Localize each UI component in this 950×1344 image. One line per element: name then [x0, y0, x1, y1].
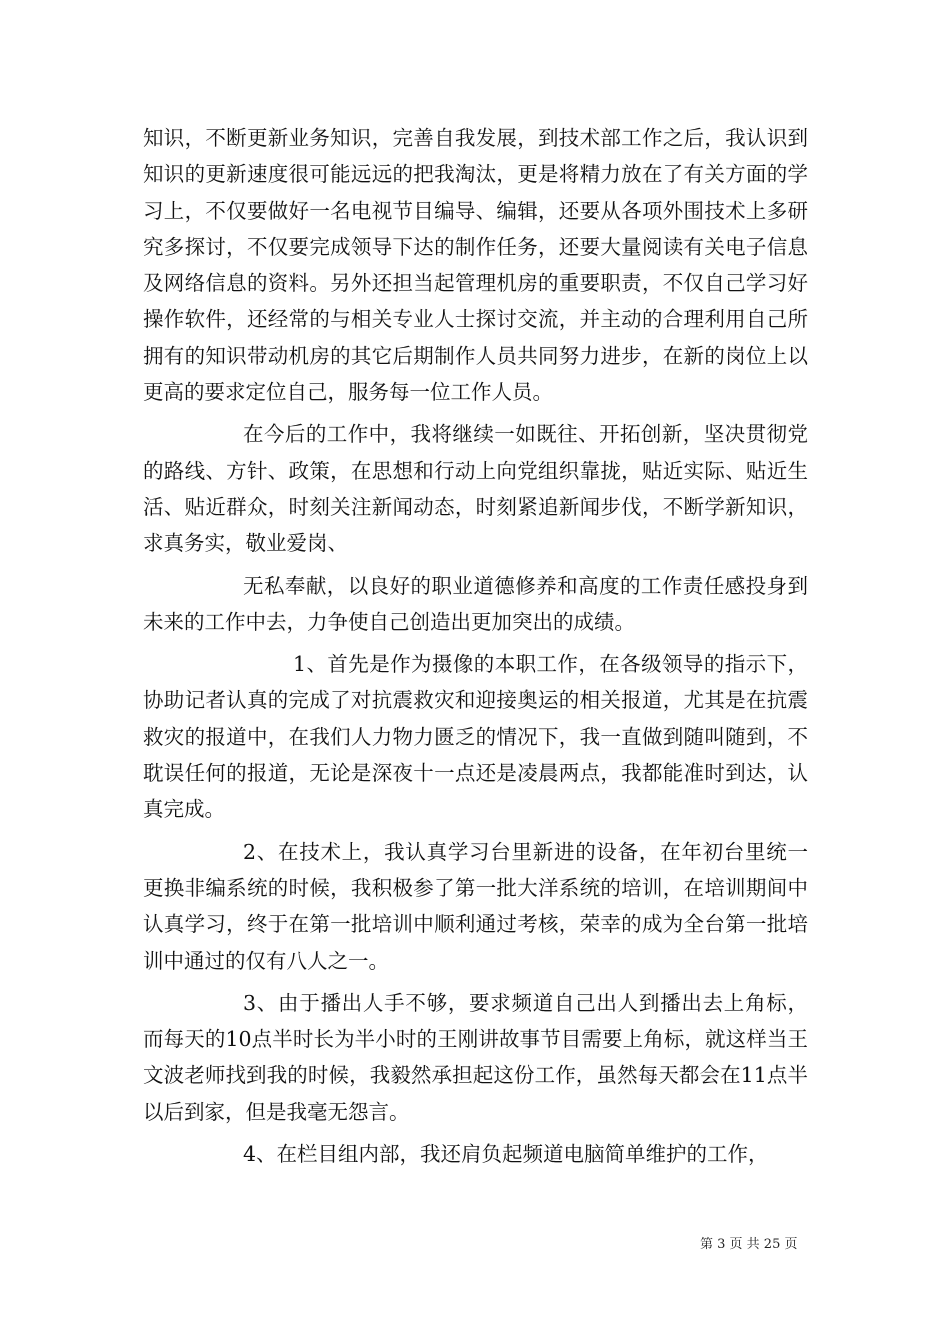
paragraph-1: 知识，不断更新业务知识，完善自我发展，到技术部工作之后，我认识到知识的更新速度很可能远远的把我淘汰，更是将精力放在了有关方面的学习上，不仅要做好一名电视节目编导、编辑，还要从各项外围技术上多研究多探讨，不仅要完成领导下达的制作任务，还要大量阅读有关电子信息及网络信息的资料。另外还担当起管理机房的重要职责，不仅自己学习好操作软件，还经常的与相关专业人士探讨交流，并主动的合理利用自己所拥有的知识带动机房的其它后期制作人员共同努力进步，在新的岗位上以更高的要求定位自己，服务每一位工作人员。 — [143, 126, 808, 405]
paragraph-7: 4、在栏目组内部，我还肩负起频道电脑简单维护的工作， — [243, 1142, 769, 1167]
paragraph-3: 无私奉献，以良好的职业道德修养和高度的工作责任感投身到未来的工作中去，力争使自己创造出更加突出的成绩。 — [143, 573, 808, 634]
document-body — [143, 120, 808, 1172]
paragraph-2: 在今后的工作中，我将继续一如既往、开拓创新，坚决贯彻党的路线、方针、政策，在思想和行动上向党组织靠拢，贴近实际、贴近生活、贴近群众，时刻关注新闻动态，时刻紧追新闻步伐，不断学新知识，求真务实，敬业爱岗、 — [143, 422, 808, 556]
page-number: 第 3 页 共 25 页 — [700, 1237, 798, 1252]
paragraph-6: 3、由于播出人手不够，要求频道自己出人到播出去上角标，而每天的10点半时长为半小时的王刚讲故事节目需要上角标，就这样当王文波老师找到我的时候，我毅然承担起这份工作，虽然每天都会在11点半以后到家，但是我毫无怨言。 — [143, 990, 808, 1124]
paragraph-4: 1、首先是作为摄像的本职工作，在各级领导的指示下，协助记者认真的完成了对抗震救灾和迎接奥运的相关报道，尤其是在抗震救灾的报道中，在我们人力物力匮乏的情况下，我一直做到随叫随到，不耽误任何的报道，无论是深夜十一点还是凌晨两点，我都能准时到达，认真完成。 — [143, 652, 808, 822]
paragraph-5: 2、在技术上，我认真学习台里新进的设备，在年初台里统一更换非编系统的时候，我积极参了第一批大洋系统的培训，在培训期间中认真学习，终于在第一批培训中顺利通过考核，荣幸的成为全台第一批培训中通过的仅有八人之一。 — [143, 839, 808, 973]
